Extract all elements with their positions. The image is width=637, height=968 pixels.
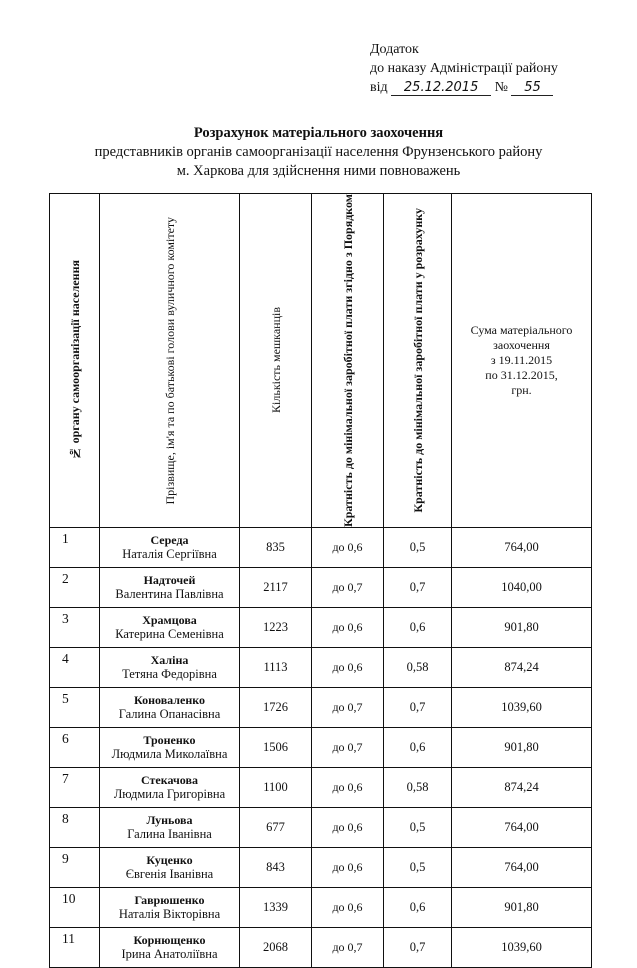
cell-name (100, 687, 240, 727)
cell-given-names: Катерина Семенівна (115, 627, 224, 642)
cell-sum: 764,00 (452, 527, 592, 567)
cell-sum: 874,24 (452, 767, 592, 807)
cell-ratio-order: до 0,7 (312, 727, 384, 767)
cell-ratio-order: до 0,7 (312, 927, 384, 967)
cell-ratio-order: до 0,6 (312, 847, 384, 887)
cell-given-names: Валентина Павлівна (115, 587, 224, 602)
cell-sum: 874,24 (452, 647, 592, 687)
cell-sum: 1039,60 (452, 927, 592, 967)
cell-number: 2 (50, 567, 100, 607)
cell-given-names: Галина Опанасівна (118, 707, 221, 722)
table-row (50, 767, 592, 807)
handwritten-order-number: 55 (511, 81, 553, 96)
header-ratio-order: Кратність до мінімальної заробітної плати згідно з Порядком (312, 194, 384, 528)
cell-name (100, 647, 240, 687)
cell-surname: Коноваленко (133, 693, 206, 708)
cell-ratio-calc: 0,6 (384, 887, 452, 927)
cell-ratio-order: до 0,7 (312, 687, 384, 727)
cell-residents: 677 (240, 807, 312, 847)
cell-number: 4 (50, 647, 100, 687)
table-header-row (50, 194, 592, 528)
table-row (50, 607, 592, 647)
cell-number: 3 (50, 607, 100, 647)
cell-surname: Куценко (146, 853, 193, 868)
cell-residents: 1100 (240, 767, 312, 807)
date-prefix: від (370, 80, 388, 95)
cell-sum: 901,80 (452, 607, 592, 647)
cell-ratio-order: до 0,6 (312, 807, 384, 847)
cell-name (100, 767, 240, 807)
cell-sum: 901,80 (452, 727, 592, 767)
addendum-order-reference: до наказу Адміністрації району (370, 61, 558, 76)
cell-sum: 764,00 (452, 847, 592, 887)
handwritten-date: 25.12.2015 (391, 81, 491, 96)
cell-ratio-calc: 0,5 (384, 527, 452, 567)
number-prefix: № (494, 80, 508, 95)
cell-ratio-order: до 0,6 (312, 887, 384, 927)
cell-number: 8 (50, 807, 100, 847)
cell-surname: Гаврюшенко (134, 893, 205, 908)
cell-surname: Корнющенко (133, 933, 206, 948)
cell-residents: 1339 (240, 887, 312, 927)
cell-ratio-order: до 0,7 (312, 567, 384, 607)
table-row (50, 527, 592, 567)
document-title (0, 124, 637, 181)
cell-ratio-calc: 0,5 (384, 847, 452, 887)
cell-name (100, 607, 240, 647)
header-ratio-calc: Кратність до мінімальної заробітної плати у розрахунку (384, 194, 452, 528)
title-main: Розрахунок матеріального заохочення (193, 125, 444, 141)
cell-ratio-calc: 0,6 (384, 607, 452, 647)
cell-number: 5 (50, 687, 100, 727)
reward-table (49, 193, 592, 968)
cell-ratio-calc: 0,58 (384, 647, 452, 687)
cell-given-names: Тетяна Федорівна (122, 667, 217, 682)
cell-sum: 764,00 (452, 807, 592, 847)
cell-residents: 1113 (240, 647, 312, 687)
cell-number: 10 (50, 887, 100, 927)
cell-number: 7 (50, 767, 100, 807)
cell-ratio-calc: 0,7 (384, 927, 452, 967)
cell-ratio-order: до 0,6 (312, 607, 384, 647)
cell-ratio-calc: 0,7 (384, 567, 452, 607)
header-sum: Сума матеріального заохочення з 19.11.2015 по 31.12.2015, грн. (452, 194, 592, 528)
cell-sum: 901,80 (452, 887, 592, 927)
cell-name (100, 927, 240, 967)
cell-given-names: Людмила Григорівна (113, 787, 226, 802)
cell-residents: 1726 (240, 687, 312, 727)
table-row (50, 887, 592, 927)
cell-surname: Стекачова (141, 773, 198, 788)
cell-surname: Середа (150, 533, 189, 548)
table-row (50, 647, 592, 687)
cell-residents: 835 (240, 527, 312, 567)
cell-name (100, 847, 240, 887)
addendum-date-line (370, 78, 558, 97)
cell-surname: Надточей (143, 573, 196, 588)
table-row (50, 847, 592, 887)
cell-name (100, 727, 240, 767)
cell-number: 9 (50, 847, 100, 887)
title-line-2: представників органів самоорганізації населення Фрунзенського району (94, 144, 543, 160)
title-line-3: м. Харкова для здійснення ними повноважень (176, 163, 461, 179)
cell-given-names: Наталія Вікторівна (118, 907, 221, 922)
table-row (50, 727, 592, 767)
cell-ratio-calc: 0,6 (384, 727, 452, 767)
cell-surname: Храмцова (142, 613, 197, 628)
table-row (50, 927, 592, 967)
cell-ratio-order: до 0,6 (312, 647, 384, 687)
cell-name (100, 527, 240, 567)
cell-name (100, 807, 240, 847)
cell-residents: 1506 (240, 727, 312, 767)
cell-residents: 2117 (240, 567, 312, 607)
table-row (50, 567, 592, 607)
cell-number: 1 (50, 527, 100, 567)
header-residents: Кількість мешканців (240, 194, 312, 528)
cell-ratio-order: до 0,6 (312, 767, 384, 807)
cell-given-names: Євгенія Іванівна (125, 867, 214, 882)
addendum-block (370, 40, 558, 97)
cell-ratio-calc: 0,58 (384, 767, 452, 807)
cell-given-names: Галина Іванівна (127, 827, 212, 842)
header-number: № органу самоорганізації населення (50, 194, 100, 528)
cell-residents: 1223 (240, 607, 312, 647)
cell-name (100, 567, 240, 607)
cell-surname: Халіна (150, 653, 189, 668)
cell-residents: 2068 (240, 927, 312, 967)
header-name: Прізвище, ім'я та по батькові голови вуличного комітету (100, 194, 240, 528)
cell-number: 11 (50, 927, 100, 967)
cell-surname: Луньова (146, 813, 193, 828)
cell-residents: 843 (240, 847, 312, 887)
cell-given-names: Наталія Сергіївна (122, 547, 217, 562)
cell-surname: Троненко (143, 733, 196, 748)
table-row (50, 687, 592, 727)
cell-ratio-calc: 0,5 (384, 807, 452, 847)
cell-sum: 1039,60 (452, 687, 592, 727)
cell-ratio-calc: 0,7 (384, 687, 452, 727)
cell-given-names: Людмила Миколаївна (111, 747, 228, 762)
cell-number: 6 (50, 727, 100, 767)
cell-sum: 1040,00 (452, 567, 592, 607)
table-row (50, 807, 592, 847)
cell-name (100, 887, 240, 927)
cell-ratio-order: до 0,6 (312, 527, 384, 567)
addendum-title: Додаток (370, 42, 419, 57)
cell-given-names: Ірина Анатоліївна (121, 947, 218, 962)
